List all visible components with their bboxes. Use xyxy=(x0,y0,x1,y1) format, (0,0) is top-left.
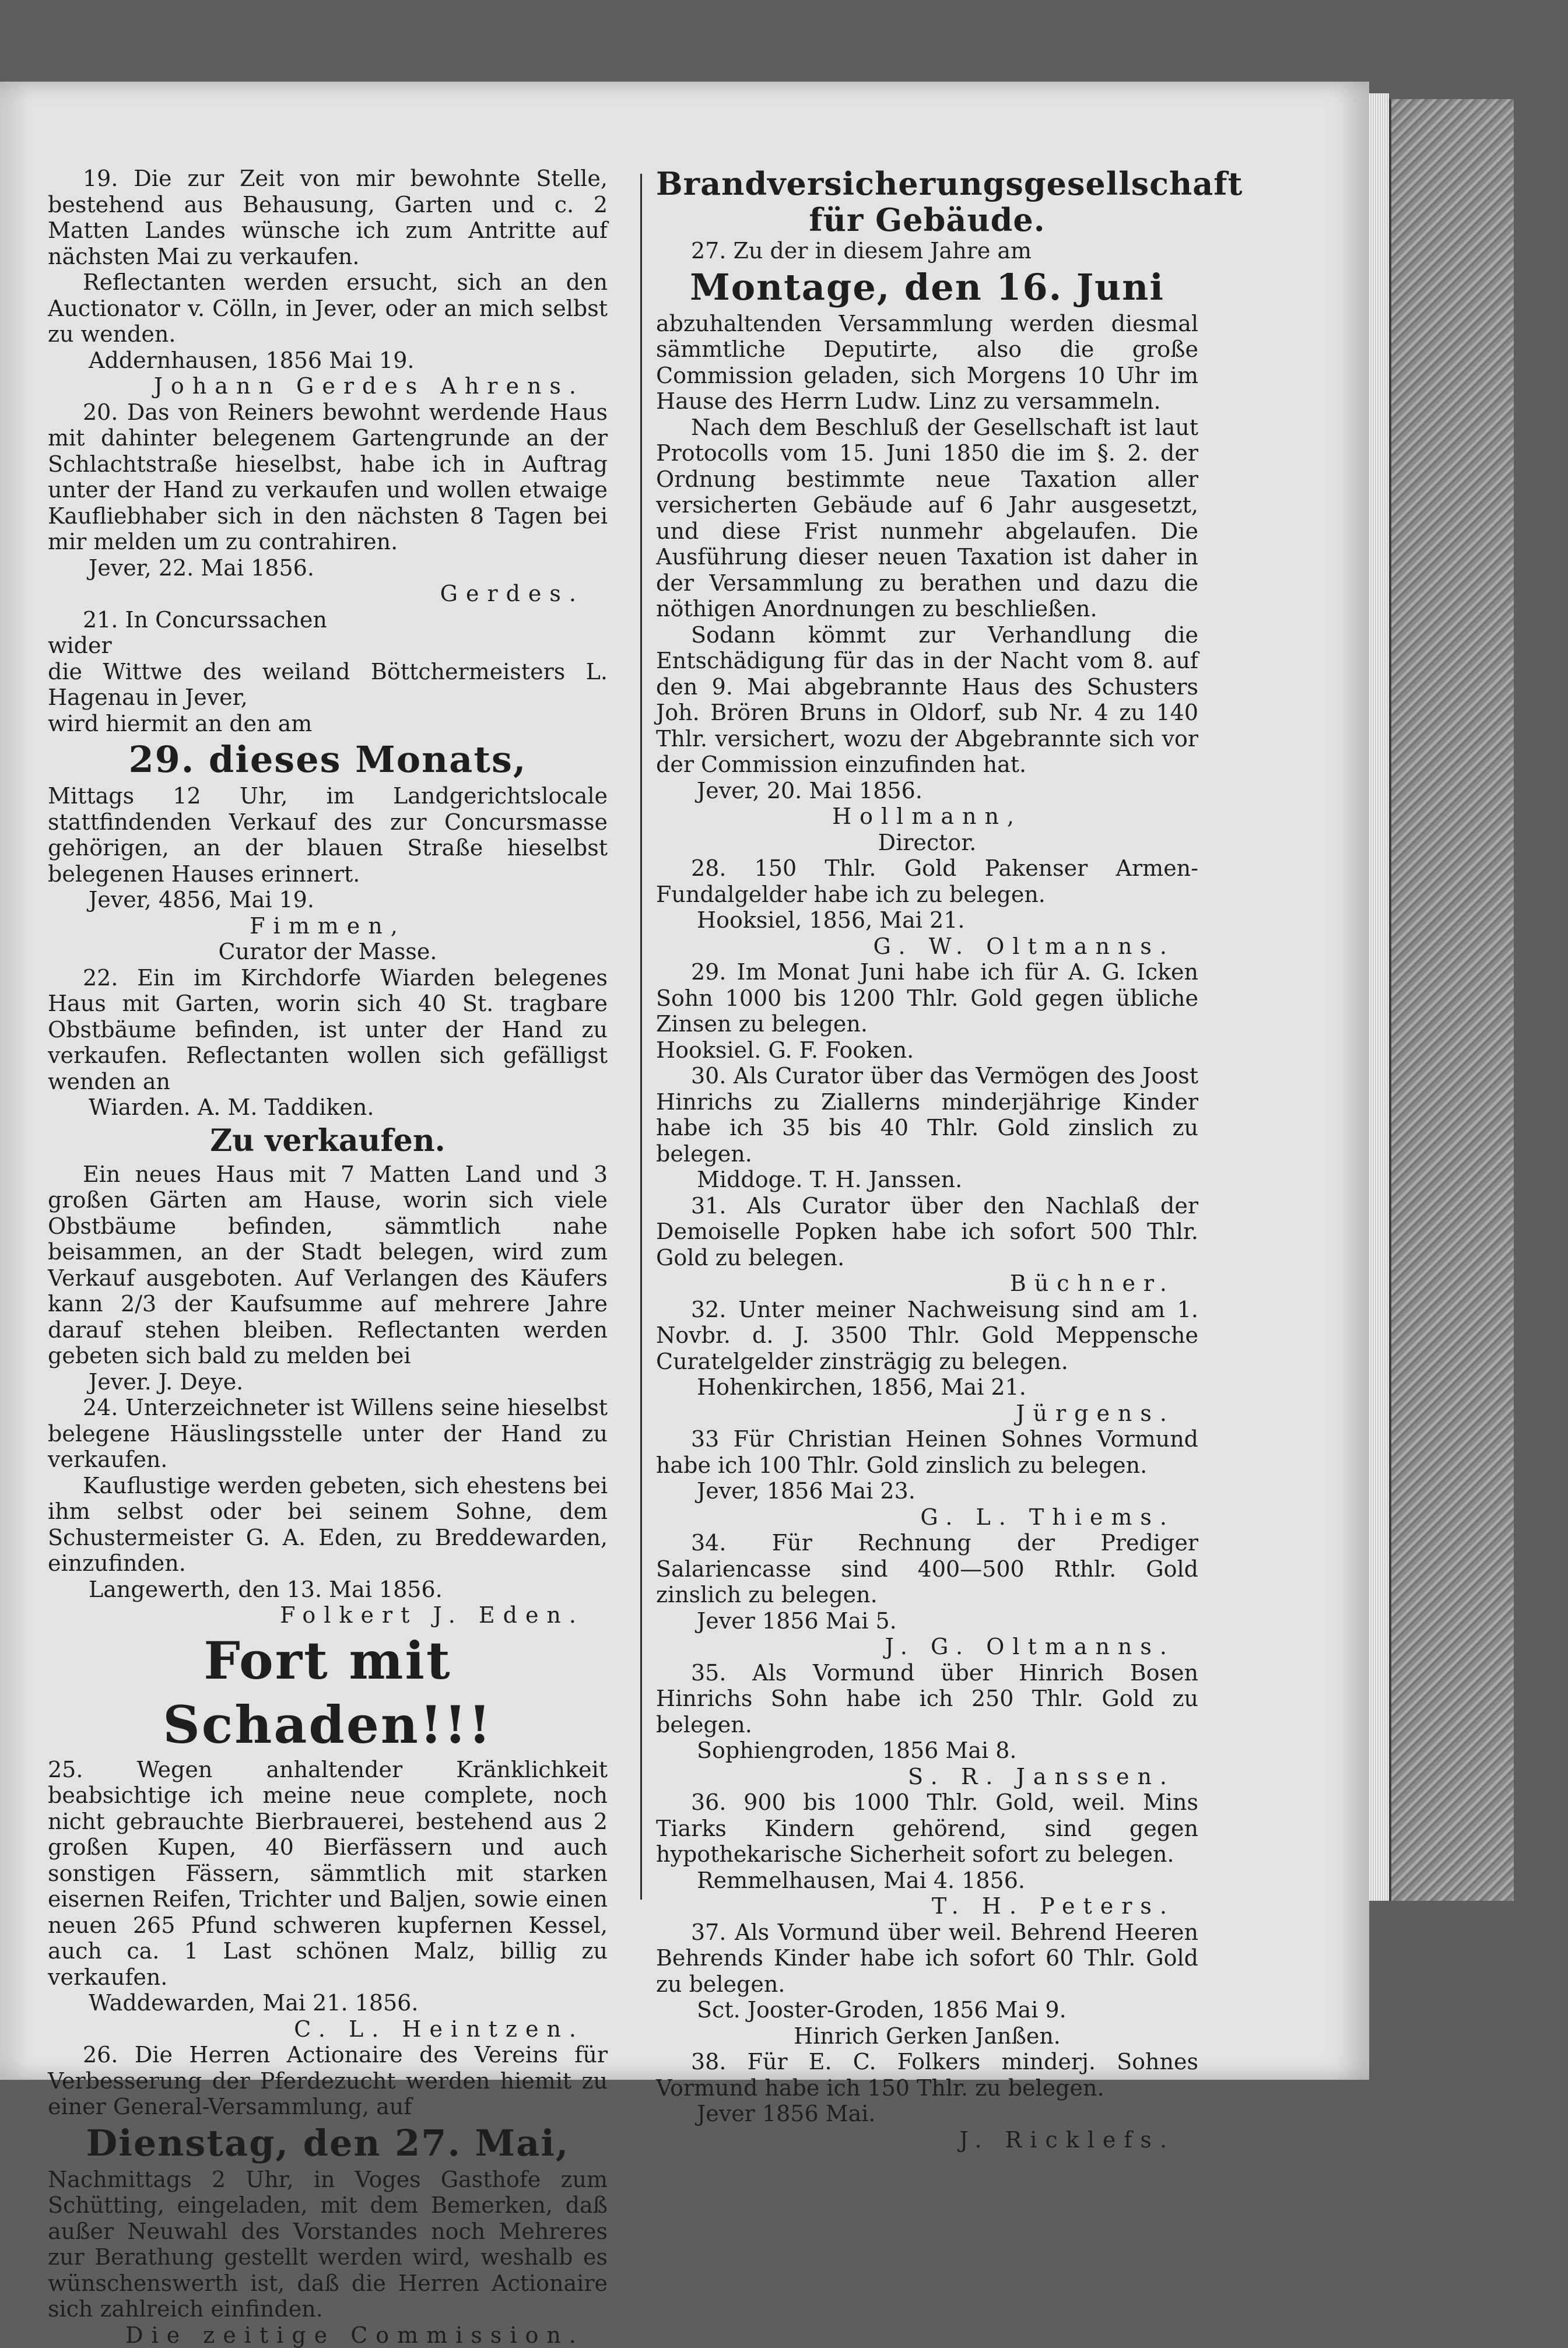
right-column-block-r34: 37. Als Vormund über weil. Behrend Heeren Behrends Kinder habe ich sofort 60 Thlr. Gold zu belegen. xyxy=(656,1919,1198,1998)
left-column-block-l9: wider xyxy=(48,633,608,659)
left-column-block-l4: Johann Gerdes Ahrens. xyxy=(48,373,608,399)
left-column-block-l25: Folkert J. Eden. xyxy=(48,1602,608,1628)
right-column-block-r4: abzuhaltenden Versammlung werden diesmal sämmtliche Deputirte, also die große Commission geladen, sich Morgens 10 Uhr im Hause des Herrn Ludw. Linz zu versammeln. xyxy=(656,311,1198,415)
right-column-block-r2: 27. Zu der in diesem Jahre am xyxy=(656,238,1198,264)
right-column-block-r35: Sct. Jooster-Groden, 1856 Mai 9. xyxy=(656,1997,1198,2023)
right-column-block-r14: Hooksiel. G. F. Fooken. xyxy=(656,1037,1198,1064)
book-spine xyxy=(1389,99,1514,1901)
right-column-block-r12: G. W. Oltmanns. xyxy=(656,933,1198,960)
left-column-block-l21: Jever. J. Deye. xyxy=(48,1369,608,1395)
right-column-block-r18: Büchner. xyxy=(656,1270,1198,1297)
left-column-block-l30: 26. Die Herren Actionaire des Vereins für Verbesserung der Pferdezucht werden hiemit zu einer General-Versammlung, auf xyxy=(48,2042,608,2120)
right-column-block-r32: Remmelhausen, Mai 4. 1856. xyxy=(656,1868,1198,1894)
left-column-block-l2: Reflectanten werden ersucht, sich an den Auctionator v. Cölln, in Jever, oder an mich selbst zu wenden. xyxy=(48,269,608,348)
right-column-block-r26: Jever 1856 Mai 5. xyxy=(656,1608,1198,1634)
right-column-block-r24: G. L. Thiems. xyxy=(656,1504,1198,1531)
right-column-block-r38: Jever 1856 Mai. xyxy=(656,2101,1198,2127)
left-column-block-l17: 22. Ein im Kirchdorfe Wiarden belegenes Haus mit Garten, worin sich 40 St. tragbare Obstbäume befinden, ist unter der Hand zu verkaufen. Reflectanten wollen sich gefälligst wenden an xyxy=(48,965,608,1095)
left-column-block-l32: Nachmittags 2 Uhr, in Voges Gasthofe zum Schütting, eingeladen, mit dem Bemerken, daß außer Neuwahl des Vorstandes noch Mehreres zur Berathung gestellt werden wird, weshalb es wünschenswerth ist, daß die Herren Actionaire sich zahlreich einfinden. xyxy=(48,2167,608,2322)
right-column-block-r31: 36. 900 bis 1000 Thlr. Gold, weil. Mins Tiarks Kindern gehörend, sind gegen hypothekarische Sicherheit sofort zu belegen. xyxy=(656,1789,1198,1868)
right-column-block-r29: Sophiengroden, 1856 Mai 8. xyxy=(656,1738,1198,1764)
left-column-block-l33: Die zeitige Commission. xyxy=(48,2322,608,2348)
right-column-block-r22: 33 Für Christian Heinen Sohnes Vormund habe ich 100 Thlr. Gold zinslich zu belegen. xyxy=(656,1426,1198,1478)
left-column-block-l27: 25. Wegen anhaltender Kränklichkeit beabsichtige ich meine neue complete, noch nicht gebrauchte Bierbrauerei, bestehend aus 2 großen Kupen, 40 Bierfässern und auch sonstigen Fässern, sämmtlich mit starken eisernen Reifen, Trichter und Baljen, sowie einen neuen 265 Pfund schweren kupfernen Kessel, auch ca. 1 Last schönen Malz, billig zu verkaufen. xyxy=(48,1757,608,1991)
right-column-block-r19: 32. Unter meiner Nachweisung sind am 1. Novbr. d. J. 3500 Thlr. Gold Meppensche Curatelgelder zinsträgig zu belegen. xyxy=(656,1297,1198,1375)
left-column-block-l7: Gerdes. xyxy=(48,581,608,607)
left-column-block-l20: Ein neues Haus mit 7 Matten Land und 3 großen Gärten am Hause, worin sich viele Obstbäume befinden, sämmtlich nahe beisammen, an der Stadt belegen, wird zum Verkauf ausgeboten. Auf Verlangen des Käufers kann 2/3 der Kaufsumme auf mehrere Jahre darauf stehen bleiben. Reflectanten werden gebeten sich bald zu melden bei xyxy=(48,1161,608,1369)
page-edges xyxy=(1369,93,1389,1901)
right-column-block-r33: T. H. Peters. xyxy=(656,1893,1198,1919)
left-column-block-l23: Kauflustige werden gebeten, sich ehestens bei ihm selbst oder bei seinem Sohne, dem Schustermeister G. A. Eden, zu Breddewarden, einzufinden. xyxy=(48,1473,608,1577)
right-column-block-r6: Sodann kömmt zur Verhandlung die Entschädigung für das in der Nacht vom 8. auf den 9. Mai abgebrannte Haus des Schusters Joh. Brören Bruns in Oldorf, sub Nr. 4 zu 140 Thlr. versichert, wozu der Abgebrannte sich vor der Commission einzufinden hat. xyxy=(656,622,1198,778)
left-column-block-l31: Dienstag, den 27. Mai, xyxy=(48,2120,608,2167)
right-column-block-r5: Nach dem Beschluß der Gesellschaft ist laut Protocolls vom 15. Juni 1850 die im §. 2. der Ordnung bestimmte neue Taxation aller versicherten Gebäude auf 6 Jahr ausgesetzt, und diese Frist nunmehr abgelaufen. Die Ausführung dieser neuen Taxation ist daher in der Versammlung zu berathen und dazu die nöthigen Anordnungen zu beschließen. xyxy=(656,415,1198,622)
right-column-block-r7: Jever, 20. Mai 1856. xyxy=(656,778,1198,804)
right-column-block-r39: J. Ricklefs. xyxy=(656,2127,1198,2153)
left-column-block-l22: 24. Unterzeichneter ist Willens seine hieselbst belegene Häuslingsstelle unter der Hand zu verkaufen. xyxy=(48,1395,608,1473)
right-column-block-r36: Hinrich Gerken Janßen. xyxy=(656,2023,1198,2049)
right-column-block-r27: J. G. Oltmanns. xyxy=(656,1634,1198,1660)
left-column-block-l3: Addernhausen, 1856 Mai 19. xyxy=(48,348,608,374)
left-column-block-l6: Jever, 22. Mai 1856. xyxy=(48,555,608,581)
right-column xyxy=(656,166,1198,2153)
left-column-block-l14: Jever, 4856, Mai 19. xyxy=(48,887,608,913)
right-column-block-r17: 31. Als Curator über den Nachlaß der Demoiselle Popken habe ich sofort 500 Thlr. Gold zu belegen. xyxy=(656,1193,1198,1271)
right-column-block-r9: Director. xyxy=(656,830,1198,856)
left-column-block-l28: Waddewarden, Mai 21. 1856. xyxy=(48,1990,608,2016)
right-column-block-r28: 35. Als Vormund über Hinrich Bosen Hinrichs Sohn habe ich 250 Thlr. Gold zu belegen. xyxy=(656,1660,1198,1738)
right-column-block-r16: Middoge. T. H. Janssen. xyxy=(656,1167,1198,1193)
right-column-block-r15: 30. Als Curator über das Vermögen des Joost Hinrichs zu Ziallerns minderjährige Kinder habe ich 35 bis 40 Thlr. Gold zinslich zu belegen. xyxy=(656,1063,1198,1167)
right-column-block-r20: Hohenkirchen, 1856, Mai 21. xyxy=(656,1374,1198,1401)
right-column-block-r23: Jever, 1856 Mai 23. xyxy=(656,1478,1198,1504)
left-column xyxy=(48,166,608,2348)
left-column-block-l8: 21. In Concurssachen xyxy=(48,607,608,633)
left-column-block-l5: 20. Das von Reiners bewohnt werdende Haus mit dahinter belegenem Gartengrunde an der Schlachtstraße hieselbst, habe ich in Auftrag unter der Hand zu verkaufen und wollen etwaige Kaufliebhaber sich in den nächsten 8 Tagen bei mir melden um zu contrahiren. xyxy=(48,399,608,555)
left-column-block-l18: Wiarden. A. M. Taddiken. xyxy=(48,1094,608,1121)
left-column-block-l24: Langewerth, den 13. Mai 1856. xyxy=(48,1577,608,1603)
right-column-block-r11: Hooksiel, 1856, Mai 21. xyxy=(656,907,1198,933)
right-column-block-r21: Jürgens. xyxy=(656,1401,1198,1427)
right-column-block-r25: 34. Für Rechnung der Prediger Salariencasse sind 400—500 Rthlr. Gold zinslich zu belegen. xyxy=(656,1530,1198,1608)
left-column-block-l13: Mittags 12 Uhr, im Landgerichtslocale stattfindenden Verkauf des zur Concursmasse gehörigen, an der blauen Straße hieselbst belegenen Hauses erinnert. xyxy=(48,783,608,887)
left-column-block-l15: Fimmen, xyxy=(48,913,608,939)
left-column-block-l16: Curator der Masse. xyxy=(48,939,608,965)
right-column-block-r30: S. R. Janssen. xyxy=(656,1764,1198,1790)
left-column-block-l11: wird hiermit an den am xyxy=(48,711,608,737)
right-column-block-r1: Brandversicherungsgesellschaft für Gebäude. xyxy=(656,166,1198,238)
left-column-block-l29: C. L. Heintzen. xyxy=(48,2016,608,2042)
right-column-block-r13: 29. Im Monat Juni habe ich für A. G. Icken Sohn 1000 bis 1200 Thlr. Gold gegen übliche Zinsen zu belegen. xyxy=(656,959,1198,1037)
left-column-block-l19: Zu verkaufen. xyxy=(48,1121,608,1161)
column-divider xyxy=(640,174,642,1900)
left-column-block-l10: die Wittwe des weiland Böttchermeisters L. Hagenau in Jever, xyxy=(48,659,608,711)
left-column-block-l12: 29. dieses Monats, xyxy=(48,736,608,783)
left-column-block-l1: 19. Die zur Zeit von mir bewohnte Stelle, bestehend aus Behausung, Garten und c. 2 Matten Landes wünsche ich zum Antritte auf nächsten Mai zu verkaufen. xyxy=(48,166,608,269)
right-column-block-r8: Hollmann, xyxy=(656,803,1198,830)
right-column-block-r37: 38. Für E. C. Folkers minderj. Sohnes Vormund habe ich 150 Thlr. zu belegen. xyxy=(656,2049,1198,2101)
left-column-block-l26: Fort mit Schaden!!! xyxy=(48,1628,608,1757)
right-column-block-r10: 28. 150 Thlr. Gold Pakenser Armen-Fundalgelder habe ich zu belegen. xyxy=(656,855,1198,907)
right-column-block-r3: Montage, den 16. Juni xyxy=(656,264,1198,311)
